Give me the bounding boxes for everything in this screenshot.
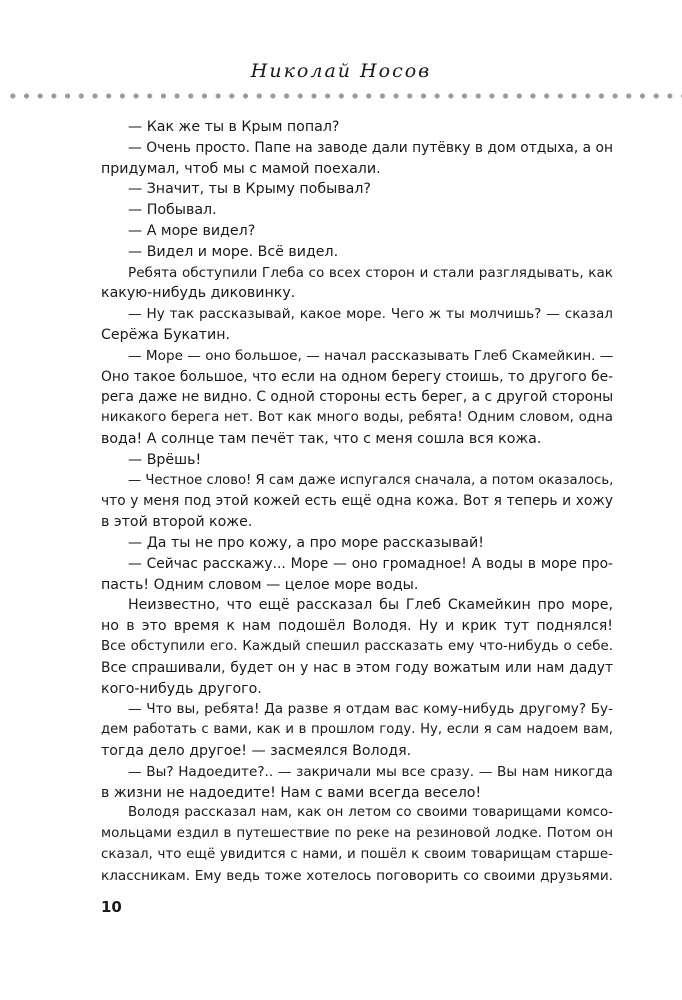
text-line: рега даже не видно. С одной стороны есть берег, а с другой стороны	[101, 389, 614, 406]
text-line: пасть! Одним словом — целое море воды.	[101, 576, 419, 593]
text-line: — Море — оно большое, — начал рассказывать Глеб Скамейкин. —	[128, 347, 614, 364]
text-line: какую-нибудь диковинку.	[101, 285, 296, 302]
text-line: — Ну так рассказывай, какое море. Чего ж ты молчишь? — сказал	[128, 306, 613, 323]
text-line: никакого берега нет. Вот как много воды, ребята! Одним словом, одна	[101, 410, 613, 426]
running-header-author: Николай Носов	[250, 60, 432, 82]
text-line: вода! А солнце там печёт так, что с меня сошла вся кожа.	[101, 430, 542, 447]
text-line: дем работать с вами, как и в прошлом году. Ну, если я сам надоем вам,	[101, 722, 613, 738]
dotted-divider	[6, 92, 682, 100]
text-line: — Что вы, ребята! Да разве я отдам вас кому-нибудь другому? Бу-	[128, 701, 613, 718]
text-line: Ребята обступили Глеба со всех сторон и стали разглядывать, как	[128, 264, 613, 281]
text-line: — Да ты не про кожу, а про море рассказывай!	[128, 534, 484, 551]
page-number: 10	[101, 898, 122, 916]
text-line: — Значит, ты в Крыму побывал?	[128, 181, 371, 198]
text-line: сказал, что ещё увидится с нами, и пошёл к своим товарищам старше-	[101, 846, 613, 862]
text-line: Все обступили его. Каждый спешил рассказать ему что-нибудь о себе.	[101, 638, 613, 654]
text-line: классникам. Ему ведь тоже хотелось поговорить со своими друзьями.	[101, 867, 613, 884]
text-line: — Врёшь!	[128, 451, 202, 468]
text-line: — Честное слово! Я сам даже испугался сначала, а потом оказалось,	[128, 472, 614, 488]
text-line: Все спрашивали, будет он у нас в этом году вожатым или нам дадут	[101, 659, 613, 676]
text-line: Володя рассказал нам, как он летом со своими товарищами комсо-	[128, 805, 613, 821]
text-line: — Видел и море. Всё видел.	[128, 243, 339, 260]
text-line: Неизвестно, что ещё рассказал бы Глеб Скамейкин про море,	[128, 597, 613, 614]
text-line: что у меня под этой кожей есть ещё одна кожа. Вот я теперь и хожу	[101, 493, 613, 510]
text-line: придумал, чтоб мы с мамой поехали.	[101, 160, 381, 177]
text-line: — А море видел?	[128, 222, 256, 239]
text-line: но в это время к нам подошёл Володя. Ну и крик тут поднялся!	[101, 618, 613, 635]
page-body-text	[101, 117, 613, 886]
text-line: Серёжа Букатин.	[101, 326, 231, 343]
text-line: — Очень просто. Папе на заводе дали путёвку в дом отдыха, а он	[128, 139, 613, 156]
text-line: в жизни не надоедите! Нам с вами всегда весело!	[101, 784, 482, 801]
text-line: — Сейчас расскажу... Море — оно громадное! А воды в море про-	[128, 555, 613, 572]
text-line: — Побывал.	[128, 202, 217, 219]
text-line: Оно такое большое, что если на одном берегу стоишь, то другого бе-	[101, 368, 614, 385]
text-line: — Вы? Надоедите?.. — закричали мы все сразу. — Вы нам никогда	[128, 763, 613, 780]
text-line: тогда дело другое! — засмеялся Володя.	[101, 742, 412, 759]
text-line: мольцами ездил в путешествие по реке на резиновой лодке. Потом он	[101, 826, 613, 842]
text-line: — Как же ты в Крым попал?	[128, 119, 340, 135]
text-line: кого-нибудь другого.	[101, 680, 262, 697]
text-line: в этой второй коже.	[101, 514, 253, 531]
